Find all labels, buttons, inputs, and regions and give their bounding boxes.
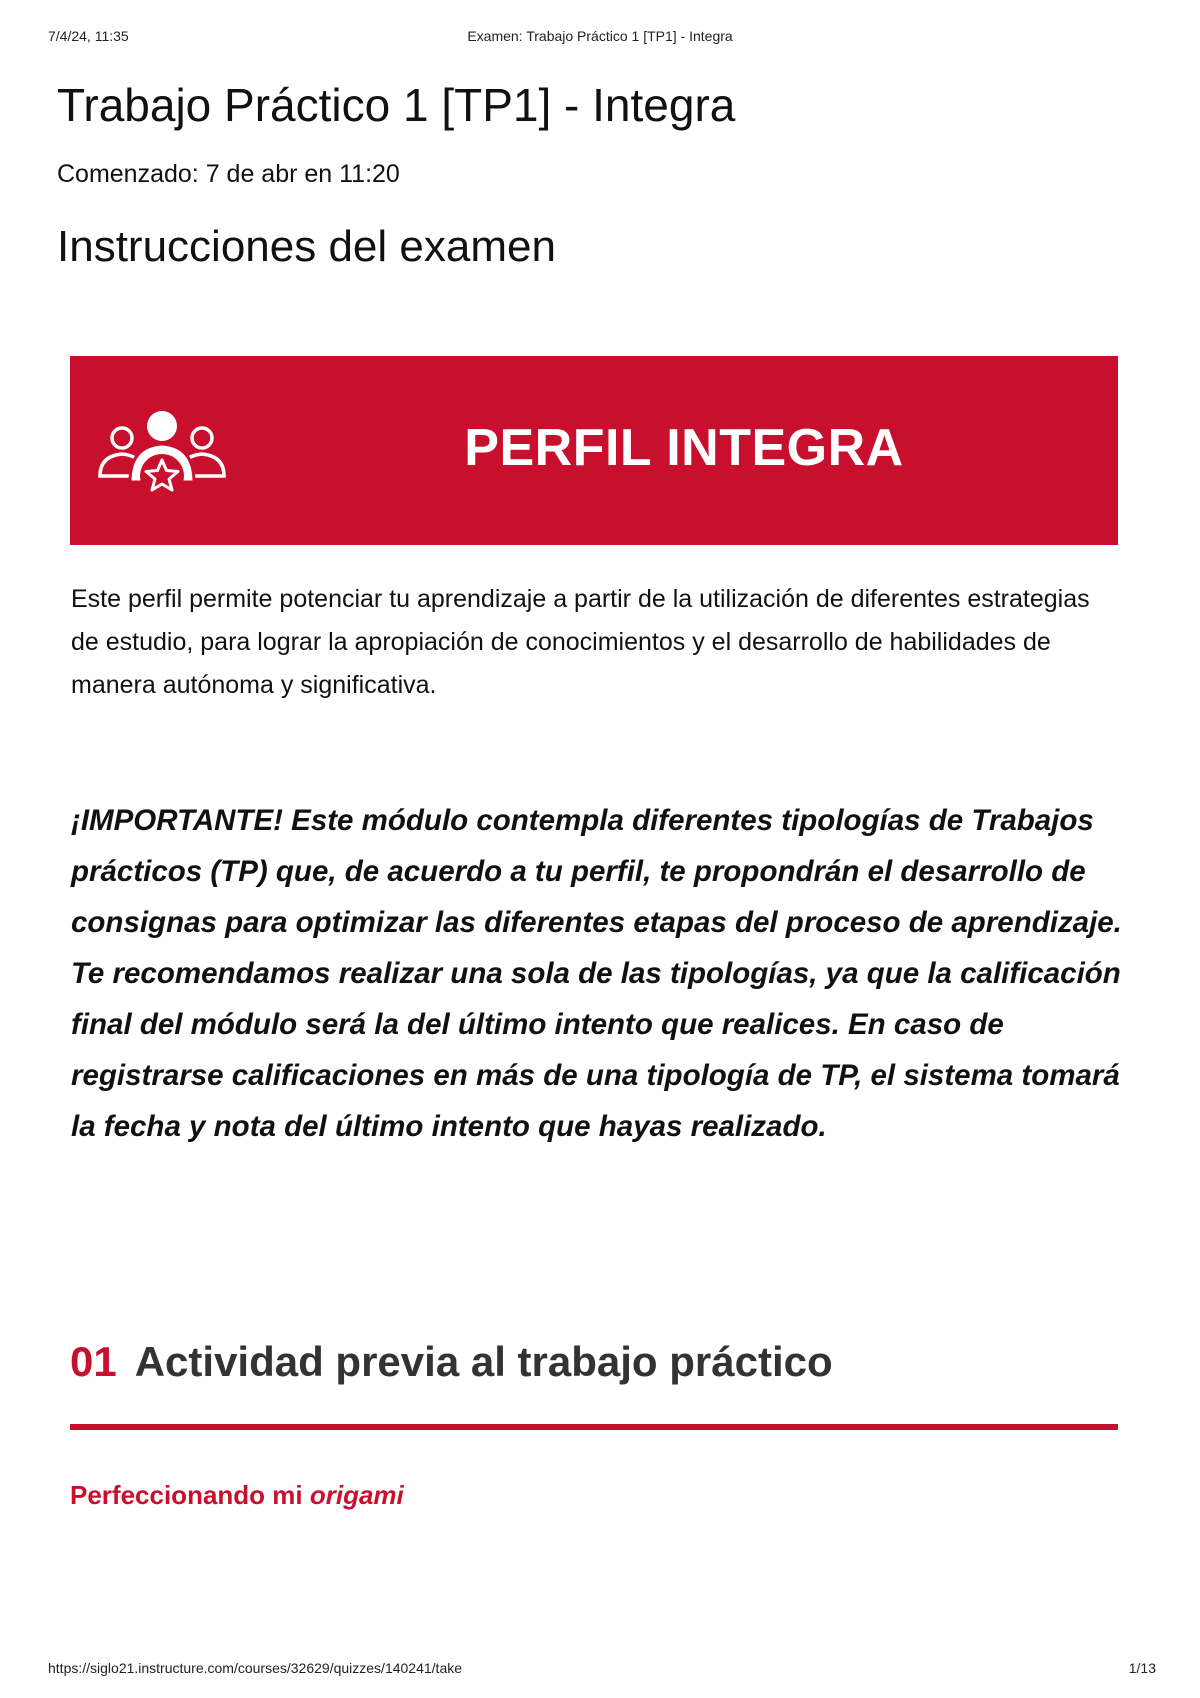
subheading-text: Perfeccionando mi bbox=[70, 1480, 310, 1510]
banner-title: PERFIL INTEGRA bbox=[464, 419, 904, 477]
section-divider bbox=[70, 1424, 1118, 1430]
print-page-number: 1/13 bbox=[1128, 1660, 1156, 1676]
print-url: https://siglo21.instructure.com/courses/32629/quizzes/140241/take bbox=[48, 1660, 463, 1676]
started-timestamp: Comenzado: 7 de abr en 11:20 bbox=[57, 160, 400, 188]
print-datetime: 7/4/24, 11:35 bbox=[48, 28, 129, 44]
group-star-icon bbox=[92, 404, 232, 504]
important-notice: ¡IMPORTANTE! Este módulo contempla diferentes tipologías de Trabajos prácticos (TP) que, de acuerdo a tu perfil, te propondrán el desarrollo de consignas para optimizar las diferentes etapas del proceso de aprendizaje. Te recomendamos realizar una sola de las tipologías, ya que la calificación final del módulo será la del último intento que realices. En caso de registrarse calificaciones en más de una tipología de TP, el sistema tomará la fecha y nota del último intento que hayas realizado. bbox=[71, 804, 1122, 1143]
quiz-title: Trabajo Práctico 1 [TP1] - Integra bbox=[57, 79, 736, 131]
profile-banner bbox=[70, 356, 1118, 545]
step-heading bbox=[70, 1338, 833, 1386]
step-number: 01 bbox=[70, 1338, 117, 1385]
print-page-title: Examen: Trabajo Práctico 1 [TP1] - Integra bbox=[467, 28, 733, 44]
subheading-emphasis: origami bbox=[309, 1480, 404, 1510]
intro-paragraph: Este perfil permite potenciar tu aprendizaje a partir de la utilización de diferentes estrategias de estudio, para lograr la apropiación de conocimientos y el desarrollo de habilidades de manera autónoma y significativa. bbox=[71, 585, 1090, 699]
instructions-heading: Instrucciones del examen bbox=[57, 222, 556, 271]
activity-subheading bbox=[70, 1480, 404, 1511]
step-label: Actividad previa al trabajo práctico bbox=[134, 1338, 833, 1385]
